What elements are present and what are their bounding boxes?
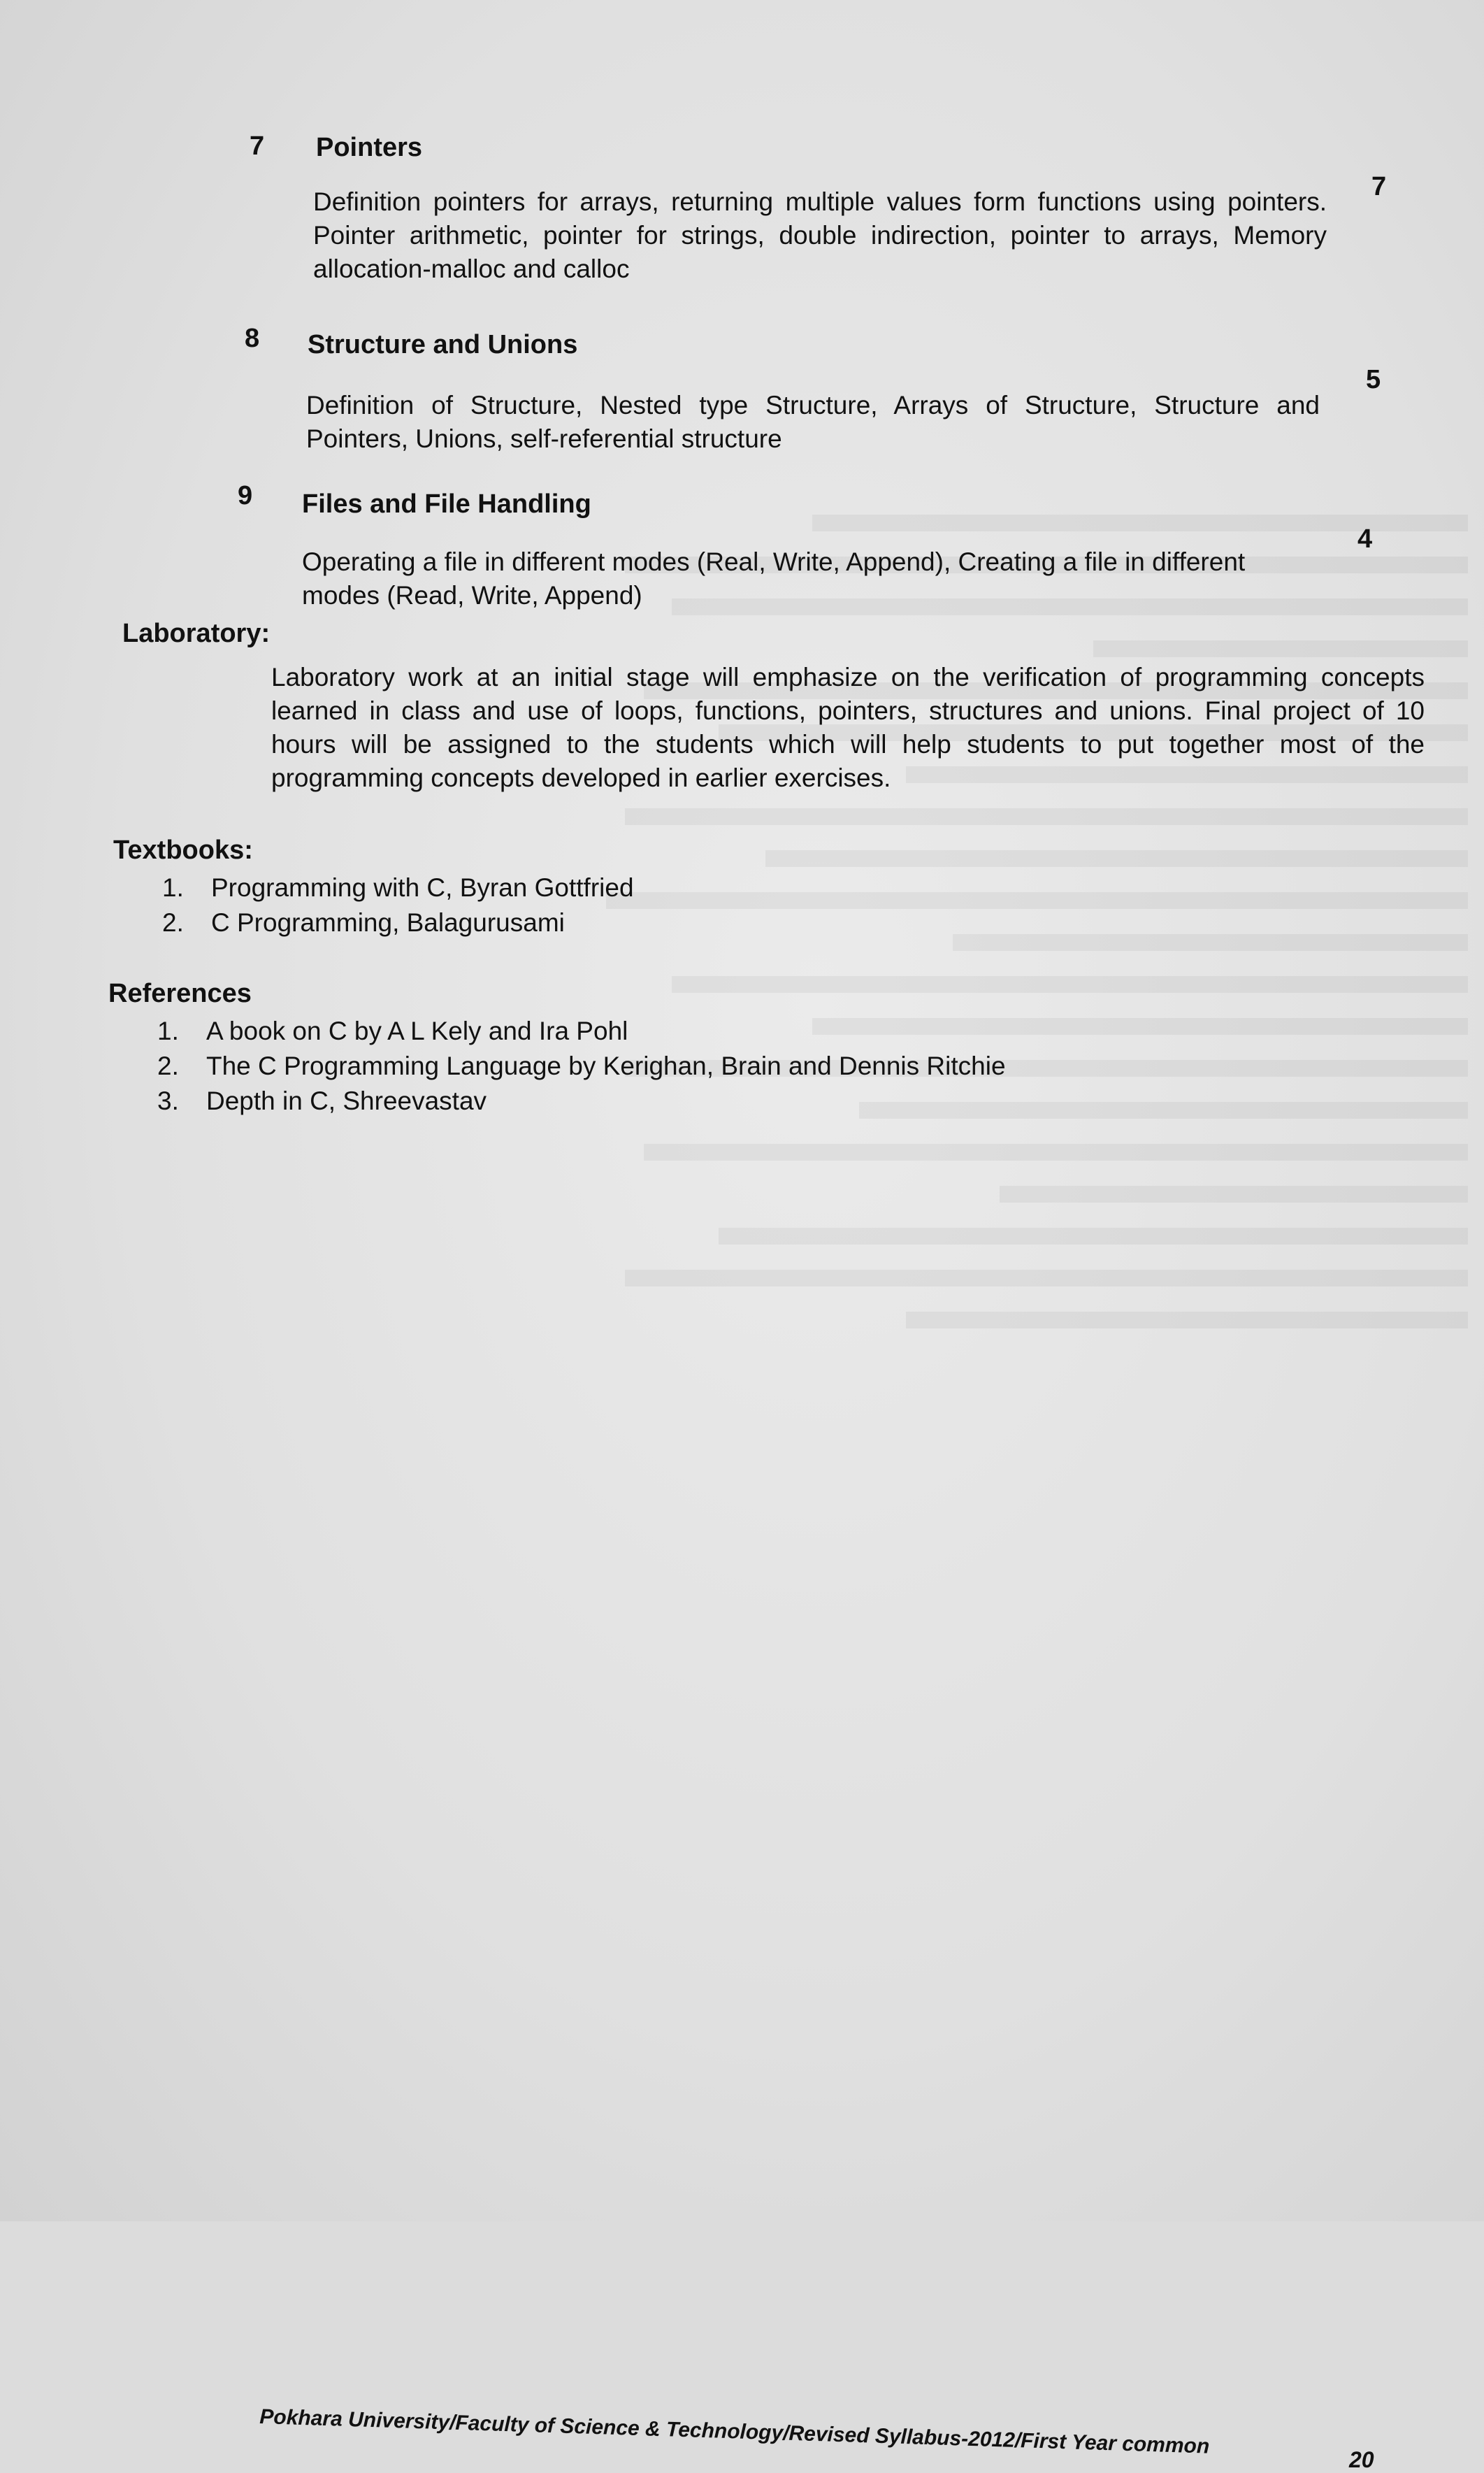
list-number: 1. <box>157 1017 179 1045</box>
chapter-7-number: 7 <box>250 131 265 161</box>
list-text: Programming with C, Byran Gottfried <box>211 873 634 902</box>
page-number: 20 <box>1349 2447 1374 2472</box>
list-number: 3. <box>157 1087 179 1115</box>
chapter-9-number: 9 <box>238 481 253 510</box>
chapter-8-hours: 5 <box>1366 365 1381 394</box>
list-number: 2. <box>157 1052 179 1080</box>
list-number: 2. <box>162 908 184 937</box>
chapter-7-hours: 7 <box>1371 172 1387 201</box>
chapter-7-content: Definition pointers for arrays, returning multiple values form functions using pointers. Pointer arithmetic, pointer for strings, double indirection, pointer to arrays, Memory allocation-malloc and calloc <box>313 187 1327 283</box>
chapter-9-content: Operating a file in different modes (Real, Write, Append), Creating a file in different modes (Read, Write, Append) <box>302 547 1246 610</box>
chapter-7-title: Pointers <box>316 133 423 162</box>
laboratory-heading: Laboratory: <box>122 619 271 648</box>
footer-text: Pokhara University/Faculty of Science & Technology/Revised Syllabus-2012/First Year common <box>259 2405 1210 2458</box>
chapter-8-title: Structure and Unions <box>308 330 578 359</box>
list-text: Depth in C, Shreevastav <box>206 1087 487 1115</box>
chapter-8-content: Definition of Structure, Nested type Structure, Arrays of Structure, Structure and Pointers, Unions, self-referential structure <box>306 391 1320 453</box>
list-number: 1. <box>162 873 184 902</box>
chapter-8-number: 8 <box>245 324 260 353</box>
textbooks-heading: Textbooks: <box>113 836 253 865</box>
list-text: A book on C by A L Kely and Ira Pohl <box>206 1017 628 1045</box>
references-heading: References <box>108 979 252 1008</box>
list-text: The C Programming Language by Kerighan, Brain and Dennis Ritchie <box>206 1052 1006 1080</box>
chapter-9-title: Files and File Handling <box>302 489 591 519</box>
list-text: C Programming, Balagurusami <box>211 908 565 937</box>
chapter-9-hours: 4 <box>1357 524 1373 554</box>
laboratory-content: Laboratory work at an initial stage will emphasize on the verification of programming concepts learned in class and use of loops, functions, pointers, structures and unions. Final project of 10 hours will be assigned to the students which will help students to put together most of the programming concepts developed in earlier exercises. <box>271 663 1425 792</box>
